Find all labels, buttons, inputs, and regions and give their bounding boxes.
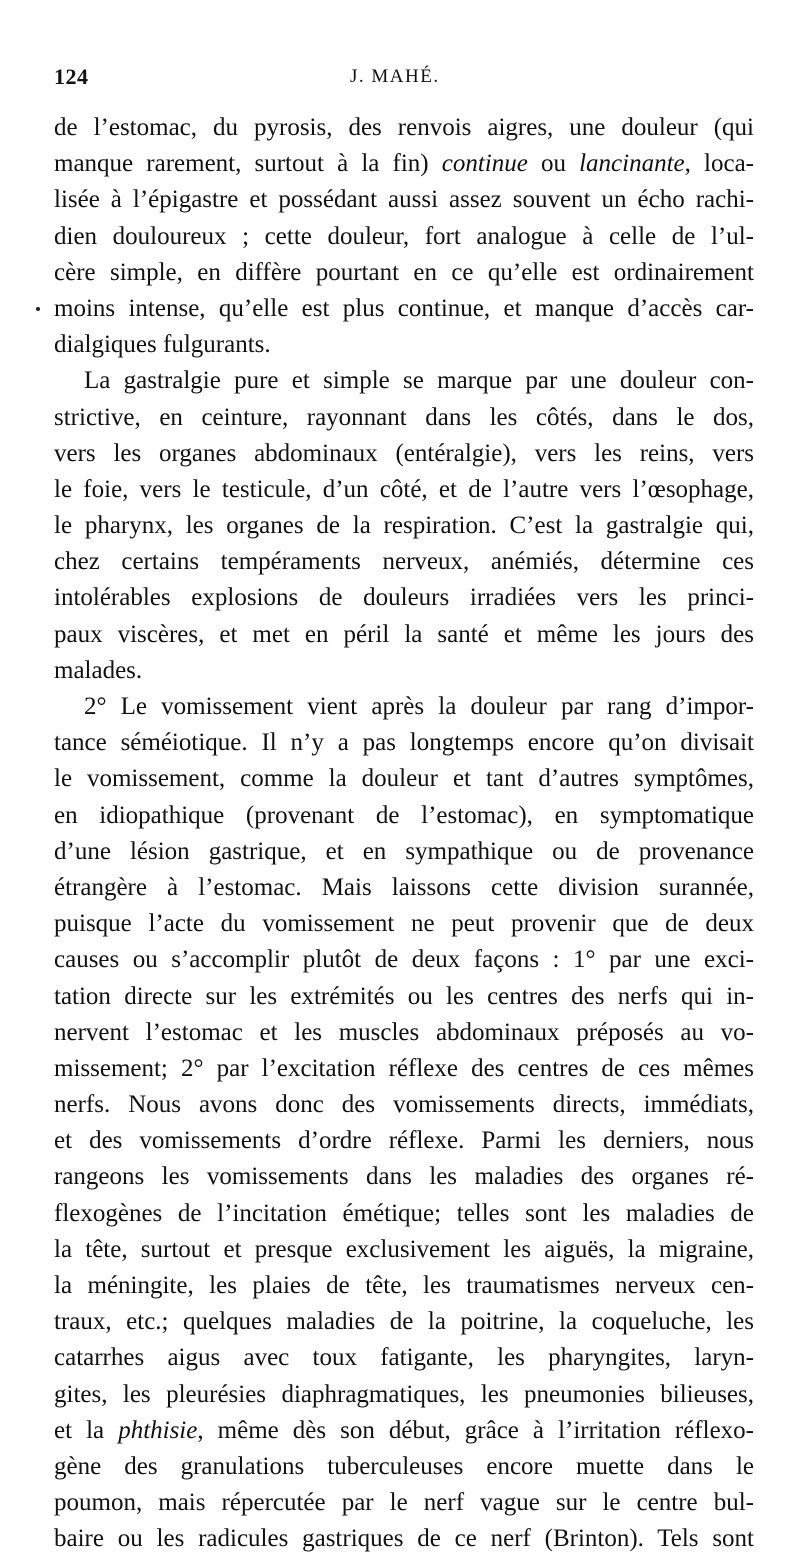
text-line [54,508,754,544]
text-segment: paux viscères, et met en péril la santé et même les jours des [54,620,754,648]
text-line [54,761,754,797]
text-segment: nervent l’estomac et les muscles abdominaux préposés au vo- [54,1018,754,1046]
text-line [54,906,754,942]
text-line [54,182,754,218]
text-segment: traux, etc.; quelques maladies de la poitrine, la coqueluche, les [54,1308,754,1336]
text-segment: puisque l’acte du vomissement ne peut provenir que de deux [54,910,754,938]
italic-term: phthisie [118,1416,198,1444]
text-segment: de l’estomac, du pyrosis, des renvois aigres, une douleur (qui [54,114,754,141]
text-line [54,1521,754,1557]
ink-speck [36,307,40,311]
italic-term: continue [441,150,528,178]
text-segment: en idiopathique (provenant de l’estomac), en symptomatique [54,801,754,829]
text-line [54,110,754,146]
text-segment: le vomissement, comme la douleur et tant d’autres symptômes, [54,765,754,793]
text-segment: nerfs. Nous avons donc des vomissements directs, immédiats, [54,1091,754,1119]
text-line [54,617,754,653]
text-segment: gites, les pleurésies diaphragmatiques, les pneumonies bilieuses, [54,1380,754,1408]
text-segment: lisée à l’épigastre et possédant aussi assez souvent un écho rachi- [54,186,754,214]
text-line [54,472,754,508]
text-segment: intolérables explosions de douleurs irradiées vers les princi- [54,584,754,612]
text-segment: missement; 2° par l’excitation réflexe des centres de ces mêmes [54,1054,754,1082]
text-segment: flexogènes de l’incitation émétique; telles sont les maladies de [54,1199,754,1227]
text-line [54,255,754,291]
text-line [54,363,754,399]
text-line [54,1196,754,1232]
text-line [54,544,754,580]
text-line [54,1123,754,1159]
text-line [54,834,754,870]
text-line [54,219,754,255]
text-line [54,291,754,327]
text-line [54,1449,754,1485]
text-line [54,979,754,1015]
text-line [54,1377,754,1413]
page-header [54,64,754,98]
text-segment: tation directe sur les extrémités ou les centres des nerfs qui in- [54,982,754,1010]
text-segment: dien douloureux ; cette douleur, fort analogue à celle de l’ul- [54,222,754,250]
text-line [54,146,754,182]
page-number: 124 [54,64,89,89]
text-segment: catarrhes aigus avec toux fatigante, les pharyngites, laryn- [54,1344,754,1372]
text-line [54,1268,754,1304]
text-segment: La gastralgie pure et simple se marque par une douleur con- [84,367,754,395]
text-segment: strictive, en ceinture, rayonnant dans les côtés, dans le dos, [54,403,754,431]
text-segment: le foie, vers le testicule, d’un côté, et de l’autre vers l’œsophage, [54,475,754,503]
text-line [54,1485,754,1521]
text-segment: baire ou les radicules gastriques de ce nerf (Brinton). Tels sont [54,1525,754,1553]
text-segment: la méningite, les plaies de tête, les traumatismes nerveux cen- [54,1272,754,1299]
text-line [54,689,754,725]
text-segment: d’une lésion gastrique, et en sympathique ou de provenance [54,837,754,865]
text-line [54,1015,754,1051]
text-segment: manque rarement, surtout à la fin) [54,150,442,178]
text-segment: le pharynx, les organes de la respiration. C’est la gastralgie qui, [54,512,754,540]
text-segment: poumon, mais répercutée par le nerf vague sur le centre bul- [54,1489,754,1517]
text-segment: et des vomissements d’ordre réflexe. Parmi les derniers, nous [54,1127,754,1155]
text-segment: 2° Le vomissement vient après la douleur par rang d’impor- [84,693,754,720]
text-segment: causes ou s’accomplir plutôt de deux façons : 1° par une exci- [54,946,754,974]
running-head: J. MAHÉ. [350,66,440,87]
text-line [54,798,754,834]
text-segment: , loca- [684,150,754,178]
text-segment: tance séméiotique. Il n’y a pas longtemps encore qu’on divisait [54,729,754,757]
text-segment: gène des granulations tuberculeuses encore muette dans le [54,1452,754,1480]
text-segment: rangeons les vomissements dans les maladies des organes ré- [54,1163,754,1191]
text-line [54,327,754,363]
text-line [54,1159,754,1195]
text-line [54,1340,754,1376]
text-segment: moins intense, qu’elle est plus continue, et manque d’accès car- [54,294,754,322]
text-line [54,1051,754,1087]
body-text [54,110,754,1558]
text-segment: dialgiques fulgurants. [54,331,271,359]
text-line [54,1087,754,1123]
text-segment: ou [527,150,580,178]
text-segment: malades. [54,656,143,684]
text-line [54,1232,754,1268]
text-line [54,580,754,616]
text-segment: étrangère à l’estomac. Mais laissons cette division surannée, [54,873,754,901]
text-line [54,1413,754,1449]
text-line [54,1304,754,1340]
text-segment: et la [54,1416,119,1444]
text-line [54,870,754,906]
text-segment: la tête, surtout et presque exclusivement les aiguës, la migraine, [54,1235,754,1263]
text-line [54,942,754,978]
text-line [54,400,754,436]
text-segment: cère simple, en diffère pourtant en ce qu’elle est ordinairement [54,258,754,286]
text-line [54,725,754,761]
text-line [54,653,754,689]
text-segment: vers les organes abdominaux (entéralgie), vers les reins, vers [54,439,754,467]
text-segment: chez certains tempéraments nerveux, anémiés, détermine ces [54,548,754,576]
text-line [54,436,754,472]
text-segment: , même dès son début, grâce à l’irritation réflexo- [197,1416,754,1444]
italic-term: lancinante [579,150,685,178]
